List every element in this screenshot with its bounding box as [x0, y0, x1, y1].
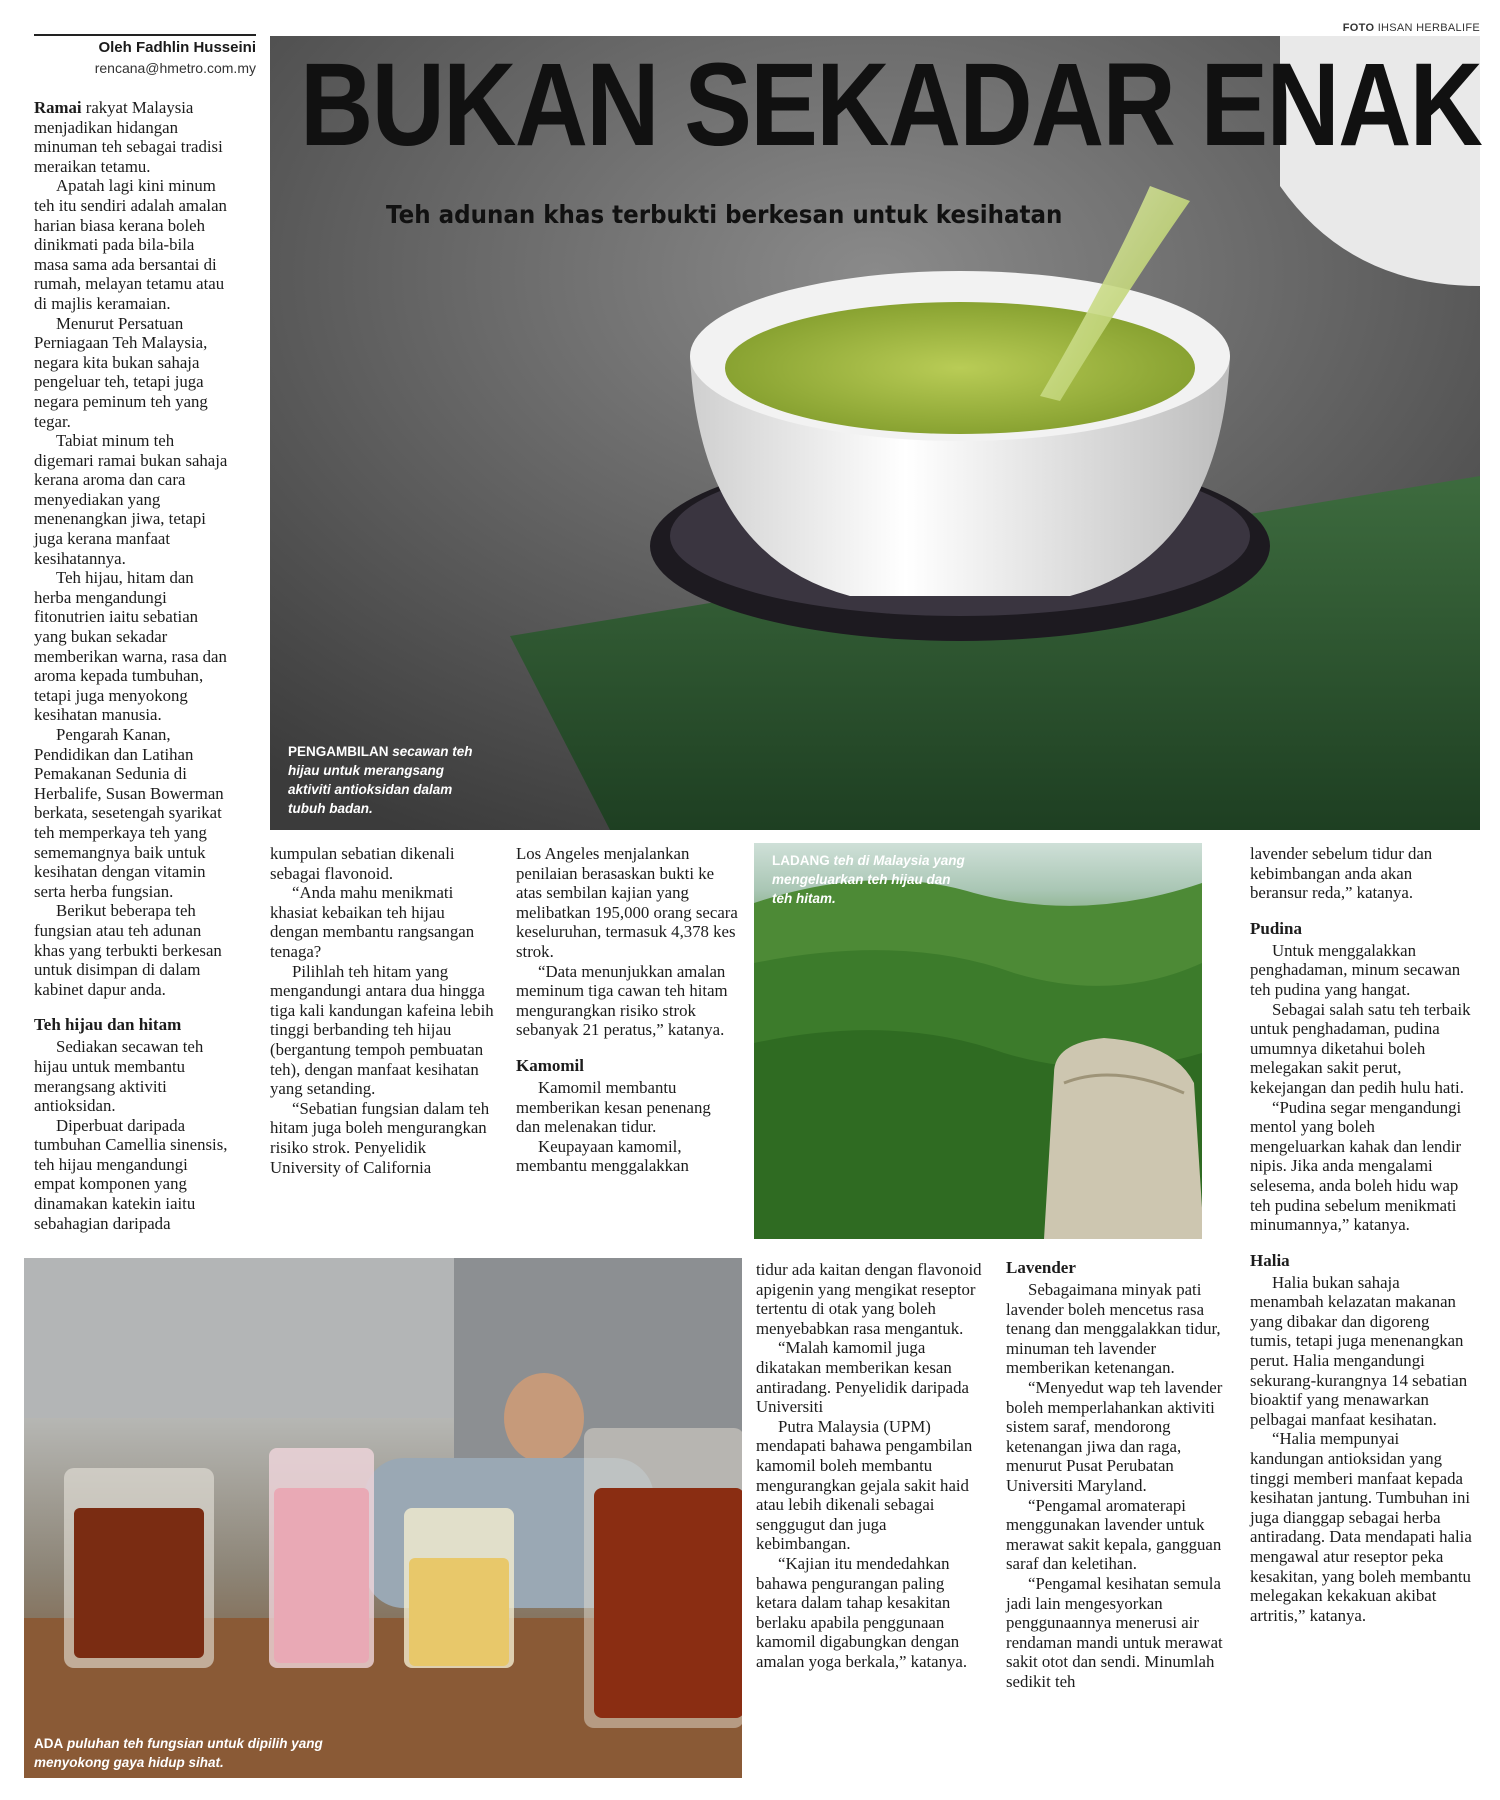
section-heading-green-black-tea: Teh hijau dan hitam [34, 1015, 182, 1035]
lead-word: Ramai [34, 98, 82, 117]
byline [34, 38, 256, 78]
paragraph: Sebagai salah satu teh terbaik untuk penghadaman, pudina umumnya diketahui boleh melegakan sakit perut, kekejangan dan pedih hulu hati. [1250, 999, 1471, 1097]
article-column-5 [1006, 1258, 1234, 1691]
paragraph: “Pudina segar mengandungi mentol yang boleh mengeluarkan kahak dan lendir nipis. Jika anda mengalami selesema, anda boleh hidu wap teh pudina sebelum menikmati minumannya,” katanya. [1250, 1097, 1462, 1235]
photo-credit-label: FOTO [1342, 22, 1375, 34]
drinks-caption-lead: ADA [34, 1736, 64, 1751]
paragraph: “Malah kamomil juga dikatakan memberikan kesan antiradang. Penyelidik daripada Universiti [756, 1338, 969, 1417]
paragraph: Sediakan secawan teh hijau untuk membantu merangsang aktiviti antioksidan. [34, 1037, 204, 1116]
hero-caption-lead: PENGAMBILAN [288, 744, 389, 759]
paragraph [34, 98, 230, 176]
section-heading-mint: Pudina [1250, 918, 1302, 938]
byline-rule [34, 34, 256, 36]
functional-tea-drinks-photo [24, 1258, 742, 1778]
paragraph: “Halia mempunyai kandungan antioksidan yang tinggi memberi manfaat kepada kesihatan jantung. Tumbuhan ini juga dianggap sebagai herba antiradang. Data mendapati halia mengawal atur reseptor peka kesakitan, yang boleh membantu melegakan kekakuan akibat artritis,” katanya. [1250, 1429, 1472, 1625]
author-name: Oleh Fadhlin Husseini [98, 39, 256, 56]
article-column-3 [516, 844, 738, 1176]
photo-credit [1343, 22, 1480, 34]
paragraph-text: rakyat Malaysia menjadikan hidangan minuman teh sebagai tradisi meraikan tetamu. [34, 98, 223, 176]
paragraph: lavender sebelum tidur dan kebimbangan anda akan beransur reda,” katanya. [1250, 844, 1433, 903]
plantation-caption-text: teh di Malaysia yang mengeluarkan teh hijau dan teh hitam. [772, 853, 965, 906]
author-email[interactable]: rencana@hmetro.com.my [94, 60, 256, 76]
headline: BUKAN SEKADAR ENAK [300, 39, 1482, 171]
paragraph: tidur ada kaitan dengan flavonoid apigenin yang mengikat reseptor tertentu di otak yang boleh menyebabkan rasa mengantuk. [756, 1260, 982, 1338]
paragraph: Pengarah Kanan, Pendidikan dan Latihan Pemakanan Sedunia di Herbalife, Susan Bowerman berkata, sesetengah syarikat teh memperkaya teh yang sememangnya baik untuk kesihatan dengan vitamin serta herba fungsian. [34, 725, 224, 901]
article-column-4 [756, 1260, 984, 1671]
paragraph: Diperbuat daripada tumbuhan Camellia sinensis, teh hijau mengandungi empat komponen yang dinamakan katekin iaitu sebahagian daripada [34, 1115, 228, 1233]
article-column-2 [270, 844, 496, 1177]
drinks-illustration [24, 1258, 742, 1778]
paragraph: kumpulan sebatian dikenali sebagai flavonoid. [270, 844, 455, 883]
tea-plantation-photo [754, 843, 1202, 1239]
paragraph: Los Angeles menjalankan penilaian berasaskan bukti ke atas sembilan kajian yang melibatkan 195,000 orang secara keseluruhan, termasuk 4,378 kes strok. [516, 844, 738, 961]
drinks-caption [34, 1734, 334, 1772]
paragraph: Apatah lagi kini minum teh itu sendiri adalah amalan harian biasa kerana boleh dinikmati pada bila-bila masa sama ada bersantai di rumah, melayan tetamu atau di majlis keramaian. [34, 176, 227, 313]
paragraph: “Data menunjukkan amalan meminum tiga cawan teh hitam mengurangkan risiko strok sebanyak 21 peratus,” katanya. [516, 961, 728, 1040]
paragraph: Tabiat minum teh digemari ramai bukan sahaja kerana aroma dan cara menyediakan yang menenangkan jiwa, tetapi juga kerana manfaat kesihatannya. [34, 431, 228, 568]
paragraph: Keupayaan kamomil, membantu menggalakkan [516, 1136, 689, 1176]
paragraph: “Sebatian fungsian dalam teh hitam juga boleh mengurangkan risiko strok. Penyelidik University of California [270, 1098, 490, 1177]
section-heading-chamomile: Kamomil [516, 1055, 584, 1075]
paragraph: Putra Malaysia (UPM) mendapati bahawa pengambilan kamomil boleh membantu mengurangkan gejala sakit haid atau lebih dikenali sebagai senggugut dan juga kebimbangan. [756, 1416, 973, 1554]
paragraph: “Pengamal aromaterapi menggunakan lavender untuk merawat sakit kepala, gangguan saraf dan keletihan. [1006, 1495, 1222, 1574]
paragraph: Teh hijau, hitam dan herba mengandungi fitonutrien iaitu sebatian yang bukan sekadar memberikan warna, rasa dan aroma kepada tumbuhan, tetapi juga menyokong kesihatan manusia. [34, 568, 227, 725]
paragraph: “Kajian itu mendedahkan bahawa pengurangan paling ketara dalam tahap kesakitan berlaku apabila penggunaan kamomil digabungkan dengan amalan yoga berkala,” katanya. [756, 1553, 968, 1671]
paragraph: Pilihlah teh hitam yang mengandungi antara dua hingga tiga kali kandungan kafeina lebih tinggi berbanding teh hijau (bergantung tempoh pembuatan teh), dengan manfaat kesihatan yang setanding. [270, 961, 494, 1099]
paragraph: Sebagaimana minyak pati lavender boleh mencetus rasa tenang dan menggalakkan tidur, minuman teh lavender memberikan ketenangan. [1006, 1280, 1221, 1378]
photo-credit-source: IHSAN HERBALIFE [1377, 22, 1480, 34]
section-heading-lavender: Lavender [1006, 1258, 1076, 1277]
paragraph: “Pengamal kesihatan semula jadi lain mengesyorkan penggunaannya menerusi air rendaman mandi untuk merawat sakit otot dan sendi. Minumlah sedikit teh [1006, 1573, 1223, 1691]
paragraph: Halia bukan sahaja menambah kelazatan makanan yang dibakar dan digoreng tumis, tetapi juga menenangkan perut. Halia mengandungi sekurang-kurangnya 14 sebatian bioaktif yang menawarkan pelbagai manfaat kesihatan. [1250, 1272, 1468, 1429]
paragraph: Berikut beberapa teh fungsian atau teh adunan khas yang terbukti berkesan untuk disimpan di dalam kabinet dapur anda. [34, 901, 222, 999]
hero-caption [288, 742, 488, 818]
paragraph: Untuk menggalakkan penghadaman, minum secawan teh pudina yang hangat. [1250, 940, 1461, 999]
paragraph: Menurut Persatuan Perniagaan Teh Malaysia, negara kita bukan sahaja pengeluar teh, tetapi juga negara peminum teh yang tegar. [34, 313, 208, 431]
plantation-caption [772, 851, 972, 908]
hero-caption-text: secawan teh hijau untuk merangsang aktiviti antioksidan dalam tubuh badan. [288, 744, 473, 816]
paragraph: “Menyedut wap teh lavender boleh memperlahankan aktiviti sistem saraf, mendorong ketenangan jiwa dan raga, menurut Pusat Perubatan Universiti Maryland. [1006, 1377, 1223, 1495]
plantation-caption-lead: LADANG [772, 853, 830, 868]
section-heading-ginger: Halia [1250, 1250, 1290, 1270]
paragraph: “Anda mahu menikmati khasiat kebaikan teh hijau dengan membantu rangsangan tenaga? [270, 883, 475, 961]
subheadline: Teh adunan khas terbukti berkesan untuk kesihatan [386, 200, 1063, 229]
drinks-caption-text: puluhan teh fungsian untuk dipilih yang menyokong gaya hidup sihat. [34, 1736, 323, 1770]
article-column-6 [1250, 844, 1474, 1625]
article-column-1 [34, 98, 230, 1233]
paragraph: Kamomil membantu memberikan kesan penenang dan melenakan tidur. [516, 1077, 711, 1137]
